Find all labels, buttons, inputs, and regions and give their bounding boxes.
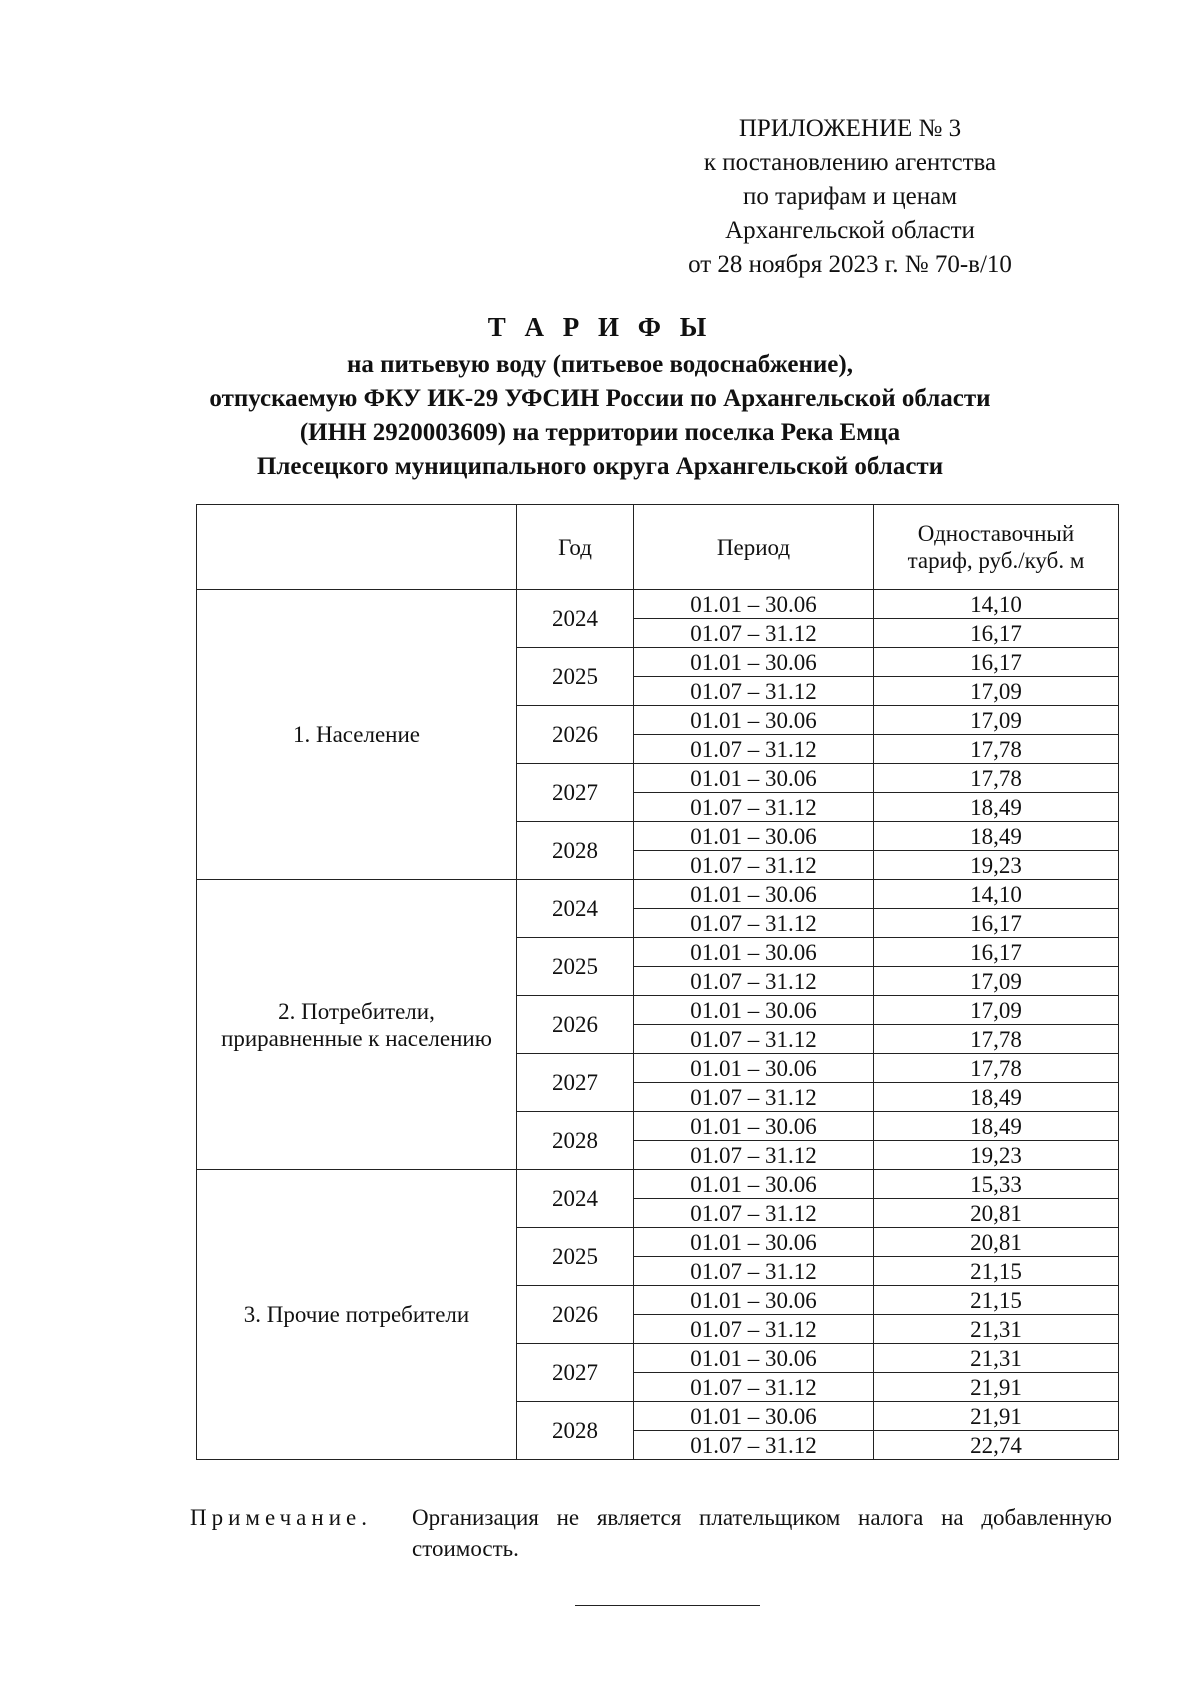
tariff-table-body [197, 590, 1119, 1460]
tariff-cell: 20,81 [874, 1199, 1119, 1228]
tariff-cell: 19,23 [874, 1141, 1119, 1170]
year-cell: 2026 [517, 706, 634, 764]
period-cell: 01.07 – 31.12 [634, 1083, 874, 1112]
tariff-table [196, 504, 1119, 1460]
tariff-cell: 17,09 [874, 706, 1119, 735]
tariff-cell: 18,49 [874, 1112, 1119, 1141]
period-cell: 01.01 – 30.06 [634, 1112, 874, 1141]
appendix-line: Архангельской области [725, 217, 975, 244]
period-cell: 01.07 – 31.12 [634, 967, 874, 996]
subtitle-line: отпускаемую ФКУ ИК-29 УФСИН России по Архангельской области [209, 385, 991, 412]
period-cell: 01.07 – 31.12 [634, 793, 874, 822]
year-cell: 2024 [517, 1170, 634, 1228]
period-cell: 01.07 – 31.12 [634, 851, 874, 880]
tariff-cell: 17,09 [874, 967, 1119, 996]
header-year: Год [517, 505, 634, 590]
document-title: Т А Р И Ф Ы [487, 312, 713, 342]
year-cell: 2025 [517, 648, 634, 706]
year-cell: 2025 [517, 938, 634, 996]
period-cell: 01.07 – 31.12 [634, 1141, 874, 1170]
tariff-cell: 17,78 [874, 764, 1119, 793]
category-label: 1. Население [292, 722, 421, 747]
period-cell: 01.07 – 31.12 [634, 1257, 874, 1286]
year-cell: 2028 [517, 1112, 634, 1170]
tariff-cell: 20,81 [874, 1228, 1119, 1257]
period-cell: 01.01 – 30.06 [634, 822, 874, 851]
period-cell: 01.07 – 31.12 [634, 1025, 874, 1054]
tariff-cell: 14,10 [874, 880, 1119, 909]
year-cell: 2027 [517, 1054, 634, 1112]
appendix-line: от 28 ноября 2023 г. № 70-в/10 [688, 251, 1012, 278]
document-subtitle [150, 348, 1050, 484]
subtitle-line: на питьевую воду (питьевое водоснабжение), [347, 351, 853, 378]
period-cell: 01.07 – 31.12 [634, 619, 874, 648]
signature-line [575, 1605, 760, 1606]
tariff-cell: 21,91 [874, 1402, 1119, 1431]
tariff-cell: 16,17 [874, 909, 1119, 938]
period-cell: 01.01 – 30.06 [634, 1054, 874, 1083]
tariff-cell: 16,17 [874, 938, 1119, 967]
appendix-header [600, 112, 1100, 282]
header-tariff [874, 505, 1119, 590]
tariff-cell: 14,10 [874, 590, 1119, 619]
note-text: Организация не является плательщиком налога на добавленную стоимость. [412, 1505, 1112, 1561]
header-tariff-line: Одноставочный [917, 521, 1075, 546]
header-category [197, 505, 517, 590]
tariff-cell: 15,33 [874, 1170, 1119, 1199]
category-label: приравненные к населению [221, 1025, 492, 1051]
tariff-cell: 17,78 [874, 1054, 1119, 1083]
period-cell: 01.01 – 30.06 [634, 1344, 874, 1373]
tariff-cell: 19,23 [874, 851, 1119, 880]
tariff-cell: 16,17 [874, 648, 1119, 677]
tariff-cell: 22,74 [874, 1431, 1119, 1460]
tariff-cell: 16,17 [874, 619, 1119, 648]
header-period: Период [634, 505, 874, 590]
table-row [197, 880, 1119, 909]
period-cell: 01.07 – 31.12 [634, 677, 874, 706]
tariff-cell: 17,78 [874, 1025, 1119, 1054]
table-row [197, 1170, 1119, 1199]
tariff-cell: 21,91 [874, 1373, 1119, 1402]
table-row [197, 590, 1119, 619]
category-label: 3. Прочие потребители [243, 1302, 470, 1327]
period-cell: 01.07 – 31.12 [634, 1315, 874, 1344]
year-cell: 2026 [517, 996, 634, 1054]
note-label: Примечание. [190, 1505, 372, 1530]
period-cell: 01.07 – 31.12 [634, 735, 874, 764]
category-label: 2. Потребители, [278, 998, 435, 1024]
tariff-cell: 18,49 [874, 793, 1119, 822]
period-cell: 01.01 – 30.06 [634, 1286, 874, 1315]
period-cell: 01.07 – 31.12 [634, 1431, 874, 1460]
header-tariff-line: тариф, руб./куб. м [907, 548, 1085, 573]
tariff-cell: 18,49 [874, 822, 1119, 851]
tariff-cell: 21,15 [874, 1257, 1119, 1286]
period-cell: 01.01 – 30.06 [634, 648, 874, 677]
category-cell [197, 1170, 517, 1460]
period-cell: 01.07 – 31.12 [634, 1199, 874, 1228]
period-cell: 01.07 – 31.12 [634, 909, 874, 938]
appendix-line: ПРИЛОЖЕНИЕ № 3 [738, 115, 962, 142]
period-cell: 01.01 – 30.06 [634, 938, 874, 967]
year-cell: 2027 [517, 764, 634, 822]
appendix-line: по тарифам и ценам [742, 183, 958, 210]
tariff-cell: 17,09 [874, 996, 1119, 1025]
period-cell: 01.01 – 30.06 [634, 996, 874, 1025]
appendix-line: к постановлению агентства [703, 149, 997, 176]
period-cell: 01.01 – 30.06 [634, 706, 874, 735]
year-cell: 2026 [517, 1286, 634, 1344]
year-cell: 2024 [517, 880, 634, 938]
tariff-cell: 21,31 [874, 1344, 1119, 1373]
period-cell: 01.01 – 30.06 [634, 1170, 874, 1199]
subtitle-line: Плесецкого муниципального округа Архангельской области [256, 453, 944, 480]
period-cell: 01.01 – 30.06 [634, 880, 874, 909]
tariff-cell: 21,31 [874, 1315, 1119, 1344]
subtitle-line: (ИНН 2920003609) на территории поселка Река Емца [299, 419, 901, 446]
period-cell: 01.07 – 31.12 [634, 1373, 874, 1402]
tariff-cell: 17,09 [874, 677, 1119, 706]
period-cell: 01.01 – 30.06 [634, 1402, 874, 1431]
tariff-cell: 21,15 [874, 1286, 1119, 1315]
tariff-cell: 17,78 [874, 735, 1119, 764]
year-cell: 2024 [517, 590, 634, 648]
period-cell: 01.01 – 30.06 [634, 590, 874, 619]
category-cell [197, 880, 517, 1170]
table-header-row [197, 505, 1119, 590]
tariff-cell: 18,49 [874, 1083, 1119, 1112]
year-cell: 2028 [517, 822, 634, 880]
period-cell: 01.01 – 30.06 [634, 764, 874, 793]
category-cell [197, 590, 517, 880]
year-cell: 2028 [517, 1402, 634, 1460]
year-cell: 2025 [517, 1228, 634, 1286]
period-cell: 01.01 – 30.06 [634, 1228, 874, 1257]
year-cell: 2027 [517, 1344, 634, 1402]
